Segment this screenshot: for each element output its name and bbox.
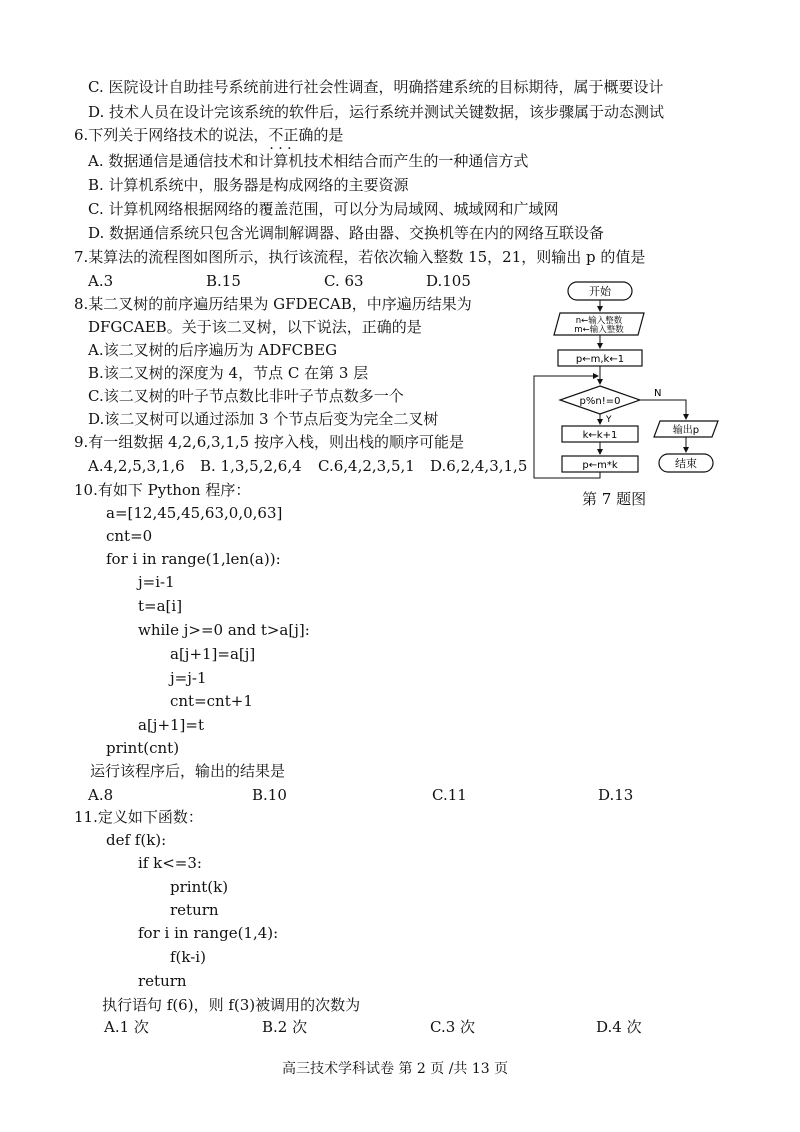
q10-code-line: cnt=cnt+1 xyxy=(170,692,253,710)
q11-options xyxy=(104,1016,744,1038)
q6-option-a: A. 数据通信是通信技术和计算机技术相结合而产生的一种通信方式 xyxy=(88,152,529,170)
q11-code-line: for i in range(1,4): xyxy=(138,924,279,942)
q8-option-c: C.该二叉树的叶子节点数比非叶子节点数多一个 xyxy=(88,387,404,405)
q11-option-a: A.1 次 xyxy=(104,1018,149,1036)
q11-code-line: print(k) xyxy=(170,878,229,896)
q11-code-line: return xyxy=(138,972,187,990)
q7-option-d: D.105 xyxy=(426,272,471,290)
q10-code-line: j=j-1 xyxy=(170,669,207,687)
q9-option-d: D.6,2,4,3,1,5 xyxy=(430,457,528,475)
prev-option-d: D. 技术人员在设计完该系统的软件后，运行系统并测试关键数据，该步骤属于动态测试 xyxy=(88,103,665,121)
q9-stem: 9.有一组数据 4,2,6,3,1,5 按序入栈，则出栈的顺序可能是 xyxy=(74,433,464,451)
q6-option-c: C. 计算机网络根据网络的覆盖范围，可以分为局域网、城域网和广域网 xyxy=(88,200,559,218)
q10-code-line: a[j+1]=t xyxy=(138,716,205,734)
q11-option-d: D.4 次 xyxy=(596,1018,642,1036)
flow-no-label: N xyxy=(654,388,662,399)
q10-prompt: 运行该程序后，输出的结果是 xyxy=(90,762,286,780)
q10-code-line: j=i-1 xyxy=(138,573,175,591)
flow-init-label: p←m,k←1 xyxy=(575,354,625,365)
q10-option-c: C.11 xyxy=(432,786,467,804)
flow-step2-label: p←m*k xyxy=(582,460,618,471)
prev-option-c: C. 医院设计自助挂号系统前进行社会性调查，明确搭建系统的目标期待，属于概要设计 xyxy=(88,78,664,96)
q8-option-d: D.该二叉树可以通过添加 3 个节点后变为完全二叉树 xyxy=(88,410,439,428)
q7-option-b: B.15 xyxy=(206,272,241,290)
q7-options xyxy=(88,270,528,292)
q7-figure-caption: 第 7 题图 xyxy=(582,490,647,508)
q7-flowchart xyxy=(528,280,728,480)
q9-options xyxy=(88,455,528,477)
q7-option-a: A.3 xyxy=(88,272,114,290)
q10-code-line: for i in range(1,len(a)): xyxy=(106,550,281,568)
q10-code-line: while j>=0 and t>a[j]: xyxy=(138,621,310,639)
q11-code-line: if k<=3: xyxy=(138,854,202,872)
flow-step1-label: k←k+1 xyxy=(582,430,618,441)
q10-option-d: D.13 xyxy=(598,786,634,804)
q11-option-c: C.3 次 xyxy=(430,1018,476,1036)
q11-code-line: f(k-i) xyxy=(170,948,206,966)
flow-no-arrow xyxy=(640,400,686,419)
q8-stem-line2: DFGCAEB。关于该二叉树，以下说法，正确的是 xyxy=(88,318,422,336)
q7-option-c: C. 63 xyxy=(324,272,364,290)
flow-output-label: 输出p xyxy=(672,425,700,436)
q6-stem-post: 的是 xyxy=(313,126,344,144)
q10-option-a: A.8 xyxy=(88,786,114,804)
q6-stem-emphasis: 不正确 · · · xyxy=(268,126,313,144)
flow-start-label: 开始 xyxy=(589,285,611,298)
flow-end-label: 结束 xyxy=(675,457,697,470)
q6-stem-pre: 6.下列关于网络技术的说法， xyxy=(74,126,269,144)
q10-code-line: a[j+1]=a[j] xyxy=(170,645,256,663)
q10-code-line: cnt=0 xyxy=(106,527,153,545)
q10-code-line: t=a[i] xyxy=(138,597,183,615)
flow-decision-label: p%n!=0 xyxy=(579,396,621,407)
q10-stem: 10.有如下 Python 程序： xyxy=(74,481,251,499)
q10-code-line: print(cnt) xyxy=(106,739,180,757)
q9-option-a: A.4,2,5,3,1,6 xyxy=(88,457,185,475)
q10-options xyxy=(88,784,738,806)
q6-stem xyxy=(74,124,343,146)
q11-option-b: B.2 次 xyxy=(262,1018,308,1036)
q9-option-b: B. 1,3,5,2,6,4 xyxy=(200,457,302,475)
q11-code-line: def f(k): xyxy=(106,831,167,849)
page-footer: 高三技术学科试卷 第 2 页 /共 13 页 xyxy=(282,1061,509,1077)
q11-prompt: 执行语句 f(6)，则 f(3)被调用的次数为 xyxy=(102,996,361,1014)
flow-yes-label: Y xyxy=(606,415,612,425)
flow-input2-label: m←输入整数 xyxy=(574,325,624,335)
q7-stem: 7.某算法的流程图如图所示，执行该流程，若依次输入整数 15，21，则输出 p 的值是 xyxy=(74,248,646,266)
q6-option-d: D. 数据通信系统只包含光调制解调器、路由器、交换机等在内的网络互联设备 xyxy=(88,224,605,242)
q6-option-b: B. 计算机系统中，服务器是构成网络的主要资源 xyxy=(88,176,409,194)
q8-option-b: B.该二叉树的深度为 4，节点 C 在第 3 层 xyxy=(88,364,369,382)
q11-code-line: return xyxy=(170,901,219,919)
q10-code-line: a=[12,45,45,63,0,0,63] xyxy=(106,504,283,522)
q8-option-a: A.该二叉树的后序遍历为 ADFCBEG xyxy=(88,341,338,359)
q10-option-b: B.10 xyxy=(252,786,287,804)
q11-stem: 11.定义如下函数： xyxy=(74,808,203,826)
flow-input1-label: n←输入整数 xyxy=(575,316,623,326)
q8-stem-line1: 8.某二叉树的前序遍历结果为 GFDECAB，中序遍历结果为 xyxy=(74,295,472,313)
q9-option-c: C.6,4,2,3,5,1 xyxy=(318,457,415,475)
